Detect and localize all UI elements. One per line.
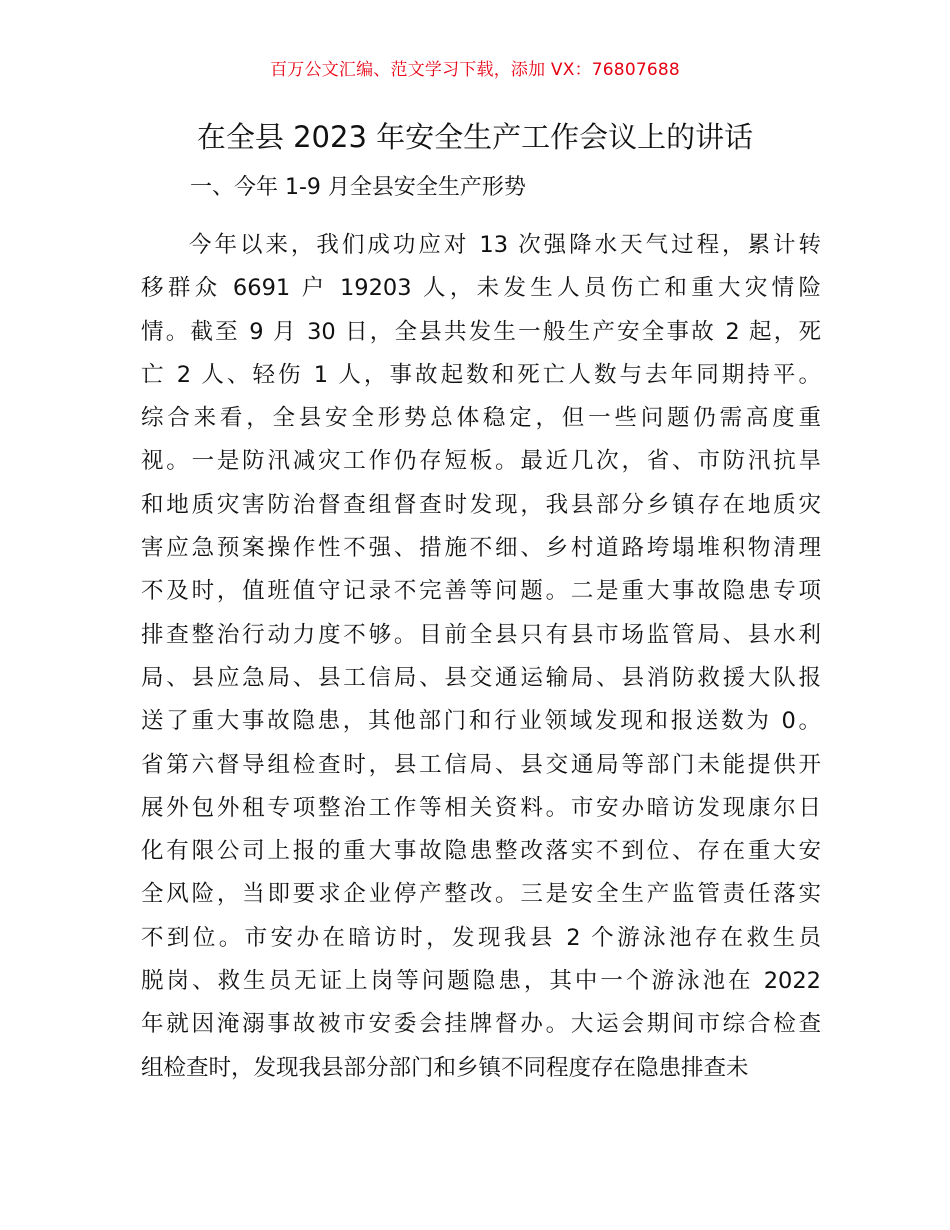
header-watermark: 百万公文汇编、范文学习下载，添加 VX：76807688 xyxy=(270,60,680,80)
body-line: 综合来看，全县安全形势总体稳定，但一些问题仍需高度重 xyxy=(141,405,821,432)
body-line: 情。截至 9 月 30 日，全县共发生一般生产安全事故 2 起，死 xyxy=(141,318,821,345)
body-paragraph xyxy=(141,224,821,1090)
body-line: 脱岗、救生员无证上岗等问题隐患，其中一个游泳池在 2022 xyxy=(141,968,821,995)
body-line: 不及时，值班值守记录不完善等问题。二是重大事故隐患专项 xyxy=(141,578,821,605)
body-line: 送了重大事故隐患，其他部门和行业领域发现和报送数为 0。 xyxy=(141,708,821,735)
body-line: 化有限公司上报的重大事故隐患整改落实不到位、存在重大安 xyxy=(141,838,821,865)
body-line: 害应急预案操作性不强、措施不细、乡村道路垮塌堆积物清理 xyxy=(141,535,821,562)
body-line: 展外包外租专项整治工作等相关资料。市安办暗访发现康尔日 xyxy=(141,794,821,821)
document-title: 在全县 2023 年安全生产工作会议上的讲话 xyxy=(196,120,754,154)
body-line: 和地质灾害防治督查组督查时发现，我县部分乡镇存在地质灾 xyxy=(141,491,821,518)
body-line: 今年以来，我们成功应对 13 次强降水天气过程，累计转 xyxy=(189,232,821,258)
body-line: 省第六督导组检查时，县工信局、县交通局等部门未能提供开 xyxy=(141,751,821,778)
body-line: 不到位。市安办在暗访时，发现我县 2 个游泳池存在救生员 xyxy=(141,924,821,951)
body-line: 移群众 6691 户 19203 人，未发生人员伤亡和重大灾情险 xyxy=(141,275,821,302)
body-line: 年就因淹溺事故被市安委会挂牌督办。大运会期间市综合检查 xyxy=(141,1011,821,1038)
body-line: 全风险，当即要求企业停产整改。三是安全生产监管责任落实 xyxy=(141,881,821,908)
body-line: 组检查时，发现我县部分部门和乡镇不同程度存在隐患排查未 xyxy=(141,1054,749,1081)
body-line: 亡 2 人、轻伤 1 人，事故起数和死亡人数与去年同期持平。 xyxy=(141,361,821,388)
body-line: 排查整治行动力度不够。目前全县只有县市场监管局、县水利 xyxy=(141,621,821,648)
body-line: 局、县应急局、县工信局、县交通运输局、县消防救援大队报 xyxy=(141,664,821,691)
body-line: 视。一是防汛减灾工作仍存短板。最近几次，省、市防汛抗旱 xyxy=(141,448,821,475)
section-heading: 一、今年 1-9 月全县安全生产形势 xyxy=(190,175,526,200)
